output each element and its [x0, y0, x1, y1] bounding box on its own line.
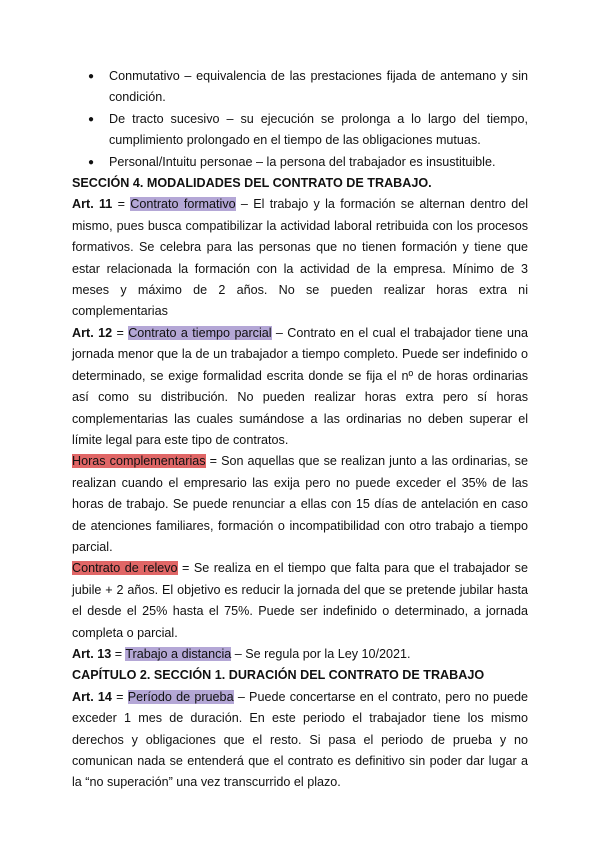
highlighted-term: Contrato de relevo	[72, 561, 178, 576]
contrato-relevo: Contrato de relevo = Se realiza en el tiempo que falta para que el trabajador se jubile + 2 años. El objetivo es reducir la jornada del que se pretende jubilar hasta el desde el 25% hasta el 75%. Puede ser indefinido o determinado, a jornada completa o parcial.	[72, 561, 528, 640]
section-4-heading: SECCIÓN 4. MODALIDADES DEL CONTRATO DE TRABAJO.	[72, 176, 432, 191]
highlighted-term: Contrato formativo	[130, 197, 236, 212]
bullet-icon: ●	[88, 71, 95, 82]
article-label: Art. 14	[72, 689, 112, 704]
list-item: ● De tracto sucesivo – su ejecución se prolonga a lo largo del tiempo, cumplimiento prolongado en el tiempo de las obligaciones mutuas.	[72, 109, 528, 152]
list-item: ● Personal/Intuitu personae – la persona del trabajador es insustituible.	[72, 152, 528, 173]
article-label: Art. 13	[72, 646, 112, 661]
document-body	[72, 66, 528, 794]
article-11: Art. 11 = Contrato formativo – El trabajo y la formación se alternan dentro del mismo, pues busca compatibilizar la actividad laboral retribuida con los procesos formativos. Se celebra para las personas que no tienen formación y tiene que estar relacionada la formación con la actividad de la empresa. Mínimo de 3 meses y máximo de 2 años. No se pueden realizar horas extra ni complementarias	[72, 197, 528, 319]
list-item: ● Conmutativo – equivalencia de las prestaciones fijada de antemano y sin condición.	[72, 66, 528, 109]
highlighted-term: Período de prueba	[127, 689, 234, 704]
chapter-2-heading: CAPÍTULO 2. SECCIÓN 1. DURACIÓN DEL CONTRATO DE TRABAJO	[72, 668, 485, 683]
article-14: Art. 14 = Período de prueba – Puede concertarse en el contrato, pero no puede exceder 1 mes de duración. En este periodo el trabajador tiene los mismo derechos y obligaciones que el resto. Si pasa el periodo de prueba y no comunican nada se entenderá que el contrato es definitivo sin poder dar lugar a la “no superación” una vez transcurrido el plazo.	[72, 689, 528, 790]
highlighted-term: Contrato a tiempo parcial	[128, 325, 272, 340]
article-label: Art. 11	[72, 197, 113, 212]
bullet-icon: ●	[88, 113, 95, 125]
highlighted-term: Trabajo a distancia	[125, 646, 232, 661]
bullet-icon: ●	[88, 156, 95, 168]
article-12: Art. 12 = Contrato a tiempo parcial – Contrato en el cual el trabajador tiene una jornada menor que la de un trabajador a tiempo completo. Puede ser indefinido o determinado, se exige formalidad escrita donde se fija el nº de horas ordinarias así como su distribución. No pueden realizar horas extra pero sí horas complementarias las cuales sumándose a las ordinarias no deben superar el límite legal para este tipo de contratos.	[72, 325, 529, 447]
bullet-list	[72, 66, 528, 173]
highlighted-term: Horas complementarias	[72, 454, 206, 469]
horas-complementarias: Horas complementarias = Son aquellas que se realizan junto a las ordinarias, se realizan cuando el empresario las exija pero no puede exceder el 35% de las horas de trabajo. Se puede renunciar a ellas con 15 días de antelación en caso de atenciones familiares, formación o incompatibilidad con otro trabajo a tiempo parcial.	[72, 454, 528, 554]
article-13: Art. 13 = Trabajo a distancia – Se regula por la Ley 10/2021.	[72, 646, 411, 661]
article-label: Art. 12	[72, 325, 113, 340]
